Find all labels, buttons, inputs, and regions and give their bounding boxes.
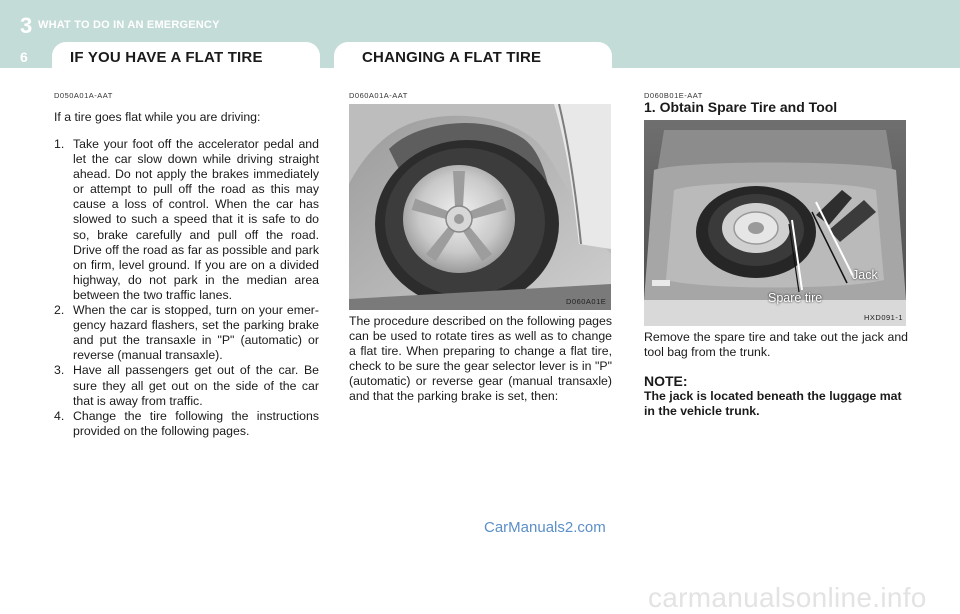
- list-item: [54, 409, 319, 439]
- section-code: D060A01A-AAT: [349, 91, 408, 100]
- step-text: Have all passengers get out of the car. Be sure they all get out on the side of the car that is away from traffic.: [73, 363, 319, 408]
- car-wheel-photo: [349, 104, 611, 310]
- step-text: Take your foot off the accelerator pedal and let the car slow down while driving straight ahead. Do not apply the brakes immediately or attempt to pull off the road as this may cause a loss of control. When the car has slowed to such a speed that it is safe to do so, brake carefully and pull off the road. Drive off the road as far as possible and park on firm, level ground. If you are on a divided highway, do not park in the median area between the two traffic lanes.: [73, 137, 319, 302]
- spare-tire-label: Spare tire: [768, 291, 823, 305]
- step-number: 4.: [54, 408, 65, 423]
- step-number: 2.: [54, 303, 65, 318]
- step-text: When the car is stopped, turn on your emer-gency hazard flashers, set the parking brake and put the transaxle in "P" (automatic) or reverse (manual transaxle).: [73, 303, 319, 363]
- section-heading: 1. Obtain Spare Tire and Tool: [644, 99, 838, 115]
- list-item: [54, 303, 319, 363]
- procedure-text: The procedure described on the following pages can be used to rotate tires as well as to change a flat tire. When preparing to change a flat tire, check to be sure the gear selector lever is in "P" (automatic) or reverse gear (manual transaxle) and that the parking brake is set, then:: [349, 314, 612, 404]
- note-heading: NOTE:: [644, 373, 688, 389]
- section-code: D050A01A-AAT: [54, 91, 113, 100]
- watermark-carmanuals2: CarManuals2.com: [484, 519, 606, 536]
- image-caption: D060A01E: [566, 297, 607, 306]
- chapter-title: WHAT TO DO IN AN EMERGENCY: [38, 19, 220, 31]
- intro-text: If a tire goes flat while you are driving:: [54, 110, 261, 124]
- chapter-number: 3: [20, 13, 33, 38]
- image-caption: HXD091-1: [864, 313, 904, 322]
- list-item: [54, 363, 319, 408]
- list-item: [54, 137, 319, 303]
- step-text: Change the tire following the instructions provided on the following pages.: [73, 408, 319, 438]
- remove-spare-text: Remove the spare tire and take out the jack and tool bag from the trunk.: [644, 330, 908, 360]
- watermark-carmanualsonline: carmanualsonline.info: [648, 582, 927, 613]
- instruction-list: [54, 137, 319, 439]
- step-number: 3.: [54, 363, 65, 378]
- section-title-changing: CHANGING A FLAT TIRE: [362, 49, 542, 66]
- step-number: 1.: [54, 137, 65, 151]
- section-title-flat-tire: IF YOU HAVE A FLAT TIRE: [70, 49, 263, 66]
- page-number: 6: [20, 49, 28, 65]
- jack-label: Jack: [852, 268, 878, 282]
- section-code: D060B01E-AAT: [644, 91, 703, 100]
- car-wheel-illustration: [349, 104, 611, 310]
- note-text: The jack is located beneath the luggage mat in the vehicle trunk.: [644, 389, 902, 419]
